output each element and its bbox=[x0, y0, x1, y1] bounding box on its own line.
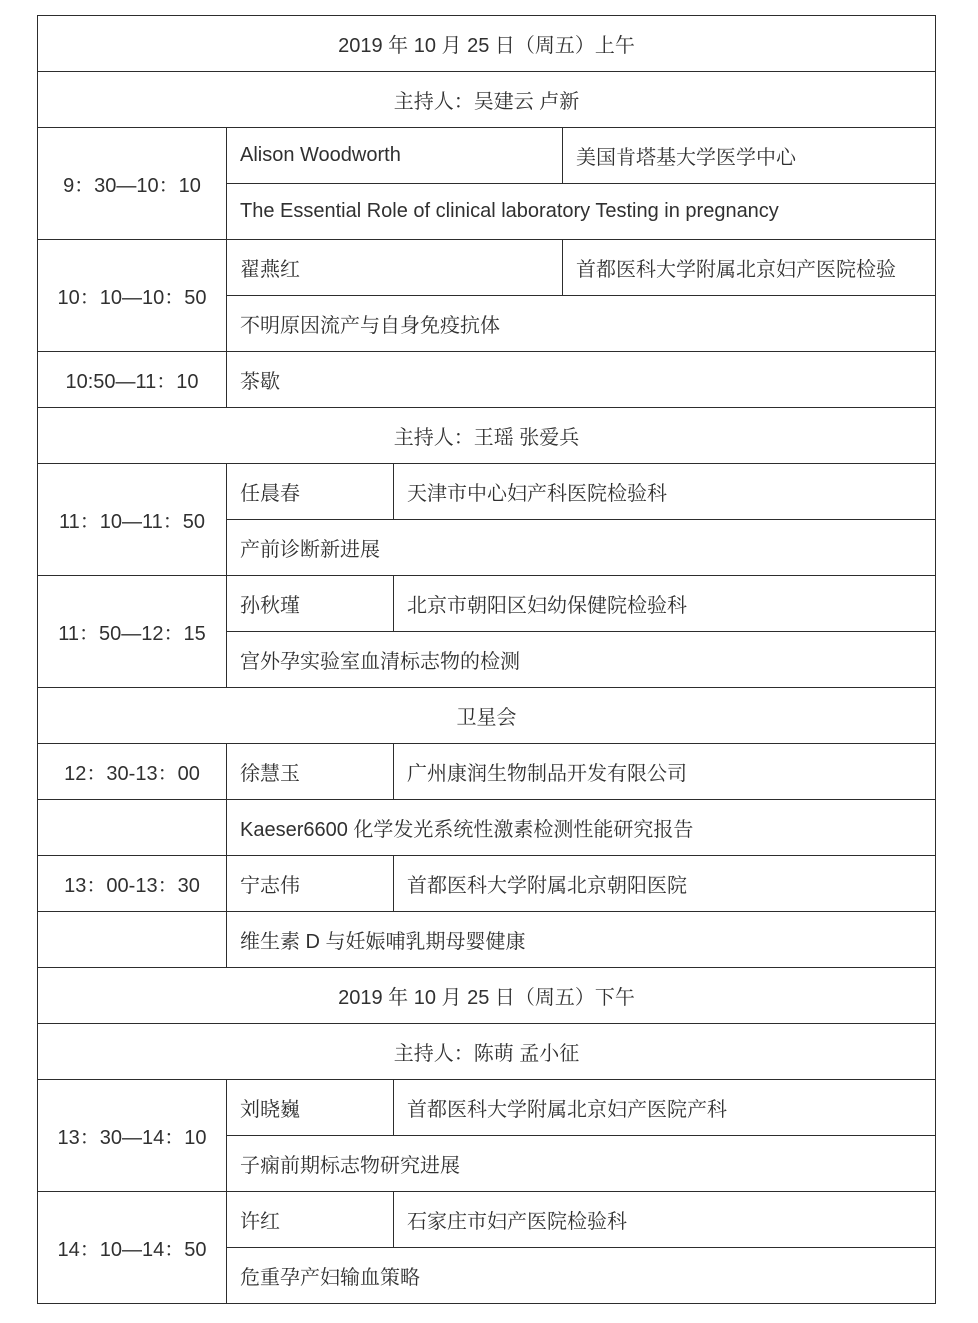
session-1110-1150-time: 11：10—11：50 bbox=[38, 464, 227, 576]
satellite-session-header-row bbox=[38, 688, 936, 744]
moderators-morning-2-row bbox=[38, 408, 936, 464]
session-1330-1410-row bbox=[38, 1080, 936, 1136]
date-header-afternoon: 2019 年 10 月 25 日（周五）下午 bbox=[38, 968, 936, 1024]
satellite-talk-1230-1300-row bbox=[38, 744, 936, 800]
moderators-afternoon: 主持人：陈萌 孟小征 bbox=[38, 1024, 936, 1080]
moderators-morning-1-row bbox=[38, 72, 936, 128]
tea-break-time: 10:50—11：10 bbox=[38, 352, 227, 408]
date-header-morning-row bbox=[38, 16, 936, 72]
date-header-afternoon-row bbox=[38, 968, 936, 1024]
session-1150-1215-row bbox=[38, 576, 936, 632]
satellite-topic-2: 维生素 D 与妊娠哺乳期母婴健康 bbox=[227, 912, 936, 968]
session-1410-1450-speaker: 许红 bbox=[227, 1192, 394, 1248]
satellite-talk-1300-1330-time: 13：00-13：30 bbox=[38, 856, 227, 912]
session-1410-1450-row bbox=[38, 1192, 936, 1248]
session-1010-1050-time: 10：10—10：50 bbox=[38, 240, 227, 352]
session-0930-1010-topic: The Essential Role of clinical laboratory Testing in pregnancy bbox=[227, 184, 936, 240]
session-1150-1215-speaker: 孙秋瑾 bbox=[227, 576, 394, 632]
session-1330-1410-time: 13：30—14：10 bbox=[38, 1080, 227, 1192]
session-1110-1150-speaker: 任晨春 bbox=[227, 464, 394, 520]
satellite-talk-1230-1300-speaker: 徐慧玉 bbox=[227, 744, 394, 800]
moderators-afternoon-row bbox=[38, 1024, 936, 1080]
date-header-morning: 2019 年 10 月 25 日（周五）上午 bbox=[38, 16, 936, 72]
tea-break-row bbox=[38, 352, 936, 408]
session-1110-1150-topic: 产前诊断新进展 bbox=[227, 520, 936, 576]
session-1010-1050-speaker: 翟燕红 bbox=[227, 240, 563, 296]
session-1010-1050-affiliation: 首都医科大学附属北京妇产医院检验 bbox=[563, 240, 936, 296]
session-1150-1215-topic: 宫外孕实验室血清标志物的检测 bbox=[227, 632, 936, 688]
session-1010-1050-row bbox=[38, 240, 936, 296]
satellite-topic-1-row bbox=[38, 800, 936, 856]
session-1150-1215-affiliation: 北京市朝阳区妇幼保健院检验科 bbox=[394, 576, 936, 632]
session-0930-1010-row bbox=[38, 128, 936, 184]
session-1330-1410-affiliation: 首都医科大学附属北京妇产医院产科 bbox=[394, 1080, 936, 1136]
session-1150-1215-time: 11：50—12：15 bbox=[38, 576, 227, 688]
tea-break-label: 茶歇 bbox=[227, 352, 936, 408]
satellite-talk-1300-1330-affiliation: 首都医科大学附属北京朝阳医院 bbox=[394, 856, 936, 912]
session-1330-1410-topic: 子痫前期标志物研究进展 bbox=[227, 1136, 936, 1192]
satellite-talk-1230-1300-affiliation: 广州康润生物制品开发有限公司 bbox=[394, 744, 936, 800]
satellite-talk-1300-1330-row bbox=[38, 856, 936, 912]
session-0930-1010-affiliation: 美国肯塔基大学医学中心 bbox=[563, 128, 936, 184]
satellite-talk-1300-1330-speaker: 宁志伟 bbox=[227, 856, 394, 912]
satellite-talk-1230-1300-time: 12：30-13：00 bbox=[38, 744, 227, 800]
session-1110-1150-affiliation: 天津市中心妇产科医院检验科 bbox=[394, 464, 936, 520]
moderators-morning-1: 主持人：吴建云 卢新 bbox=[38, 72, 936, 128]
session-1010-1050-topic: 不明原因流产与自身免疫抗体 bbox=[227, 296, 936, 352]
satellite-topic-1-time-empty bbox=[38, 800, 227, 856]
conference-program-page bbox=[37, 15, 936, 1304]
session-1410-1450-affiliation: 石家庄市妇产医院检验科 bbox=[394, 1192, 936, 1248]
satellite-topic-2-time-empty bbox=[38, 912, 227, 968]
schedule-table bbox=[37, 15, 936, 1304]
session-0930-1010-speaker: Alison Woodworth bbox=[227, 128, 563, 184]
session-1110-1150-row bbox=[38, 464, 936, 520]
session-1410-1450-time: 14：10—14：50 bbox=[38, 1192, 227, 1304]
satellite-topic-1: Kaeser6600 化学发光系统性激素检测性能研究报告 bbox=[227, 800, 936, 856]
session-1410-1450-topic: 危重孕产妇输血策略 bbox=[227, 1248, 936, 1304]
satellite-topic-2-row bbox=[38, 912, 936, 968]
session-1330-1410-speaker: 刘晓巍 bbox=[227, 1080, 394, 1136]
session-0930-1010-time: 9：30—10：10 bbox=[38, 128, 227, 240]
satellite-session-header: 卫星会 bbox=[38, 688, 936, 744]
moderators-morning-2: 主持人：王瑶 张爱兵 bbox=[38, 408, 936, 464]
